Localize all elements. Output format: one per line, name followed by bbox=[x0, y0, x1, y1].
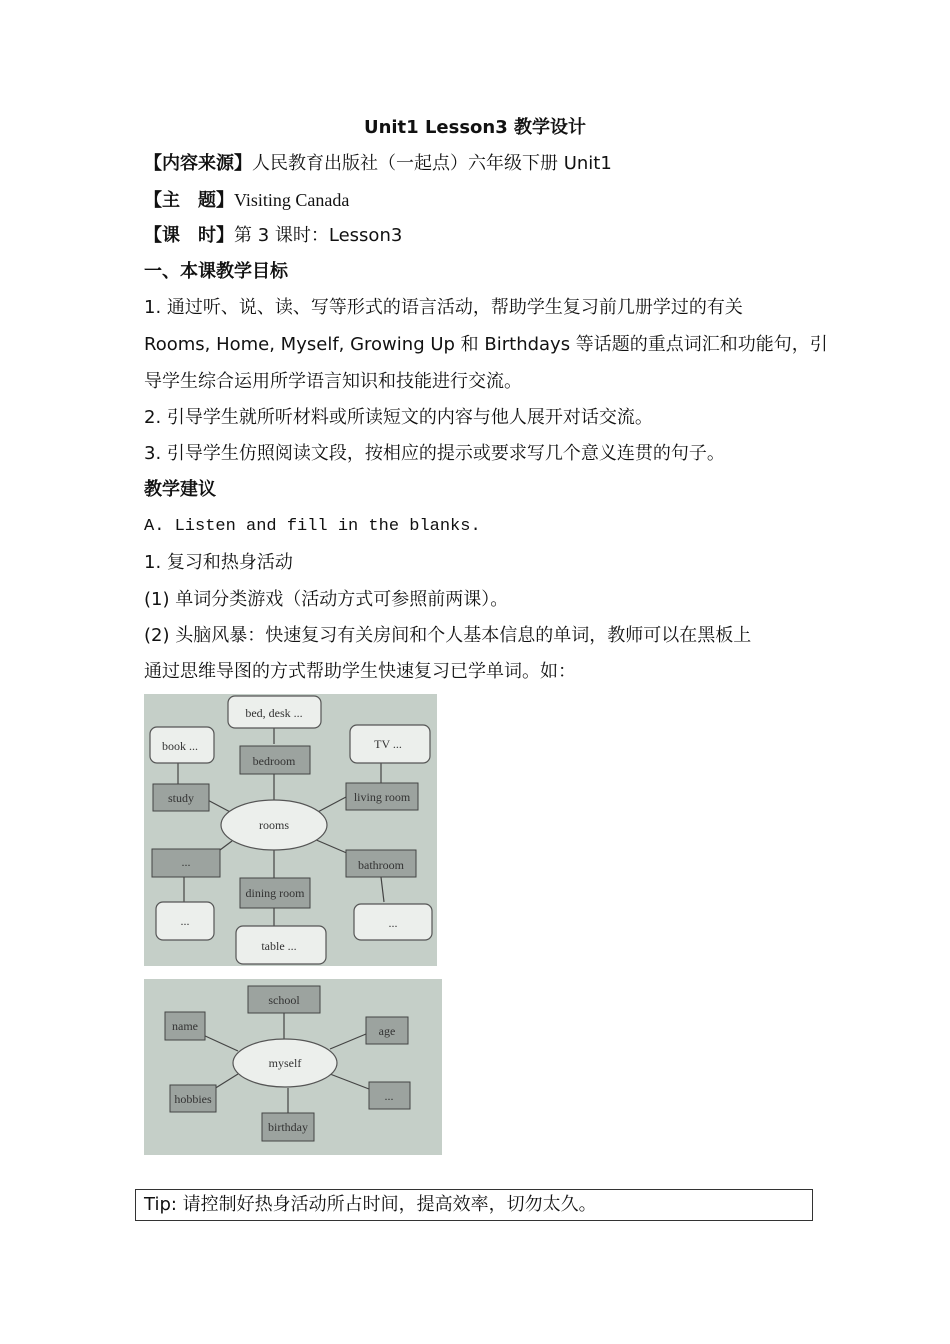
school-label: school bbox=[268, 993, 300, 1007]
tv-label: TV ... bbox=[374, 737, 402, 751]
goal-1-line-2: Rooms, Home, Myself, Growing Up 和 Birthdays 等话题的重点词汇和功能句，引 bbox=[144, 334, 828, 355]
blank-left-sub-label: ... bbox=[180, 914, 190, 928]
book-label: book ... bbox=[162, 739, 198, 753]
step-1: 1. 复习和热身活动 bbox=[144, 552, 293, 573]
name-label: name bbox=[172, 1019, 198, 1033]
topic-label: 【主 题】 bbox=[144, 190, 234, 211]
period-value: 第 3 课时：Lesson3 bbox=[234, 225, 403, 246]
section-a: A. Listen and fill in the blanks. bbox=[144, 517, 481, 536]
goals-heading: 一、本课教学目标 bbox=[144, 261, 288, 282]
sub-step-2-line-2: 通过思维导图的方式帮助学生快速复习已学单词。如： bbox=[144, 661, 576, 682]
rooms-center-label: rooms bbox=[259, 818, 289, 832]
bed-desk-label: bed, desk ... bbox=[245, 706, 303, 720]
source-line bbox=[144, 152, 612, 176]
table-label: table ... bbox=[261, 939, 297, 953]
period-line bbox=[144, 224, 402, 248]
rooms-mindmap-image bbox=[144, 694, 437, 966]
tip-text: Tip: 请控制好热身活动所占时间，提高效率，切勿太久。 bbox=[144, 1194, 597, 1215]
source-value: 人民教育出版社（一起点）六年级下册 Unit1 bbox=[252, 153, 612, 174]
birthday-label: birthday bbox=[268, 1120, 308, 1134]
goal-2: 2. 引导学生就所听材料或所读短文的内容与他人展开对话交流。 bbox=[144, 407, 653, 428]
myself-center-label: myself bbox=[268, 1056, 302, 1070]
topic-line bbox=[144, 188, 349, 213]
tip-box bbox=[135, 1189, 813, 1221]
sub-step-1: (1) 单词分类游戏（活动方式可参照前两课）。 bbox=[144, 589, 509, 610]
age-label: age bbox=[378, 1024, 396, 1038]
dining-room-label: dining room bbox=[245, 886, 305, 900]
blank-label: ... bbox=[384, 1089, 394, 1103]
document-title: Unit1 Lesson3 教学设计 bbox=[363, 117, 587, 138]
hobbies-label: hobbies bbox=[174, 1092, 212, 1106]
period-label: 【课 时】 bbox=[144, 225, 234, 246]
goal-1-line-3: 导学生综合运用所学语言知识和技能进行交流。 bbox=[144, 371, 522, 392]
sub-step-2-line-1: (2) 头脑风暴：快速复习有关房间和个人基本信息的单词，教师可以在黑板上 bbox=[144, 625, 752, 646]
topic-value: Visiting Canada bbox=[234, 190, 350, 210]
living-room-label: living room bbox=[353, 790, 411, 804]
study-label: study bbox=[167, 791, 195, 805]
blank-right-sub-label: ... bbox=[388, 916, 398, 930]
goal-3: 3. 引导学生仿照阅读文段，按相应的提示或要求写几个意义连贯的句子。 bbox=[144, 443, 725, 464]
myself-mindmap-image bbox=[144, 979, 442, 1155]
blank-left-label: ... bbox=[181, 855, 191, 869]
source-label: 【内容来源】 bbox=[144, 153, 252, 174]
suggestions-heading: 教学建议 bbox=[144, 479, 216, 500]
goal-1-line-1: 1. 通过听、说、读、写等形式的语言活动，帮助学生复习前几册学过的有关 bbox=[144, 297, 743, 318]
bathroom-label: bathroom bbox=[358, 858, 404, 872]
bedroom-label: bedroom bbox=[252, 754, 296, 768]
